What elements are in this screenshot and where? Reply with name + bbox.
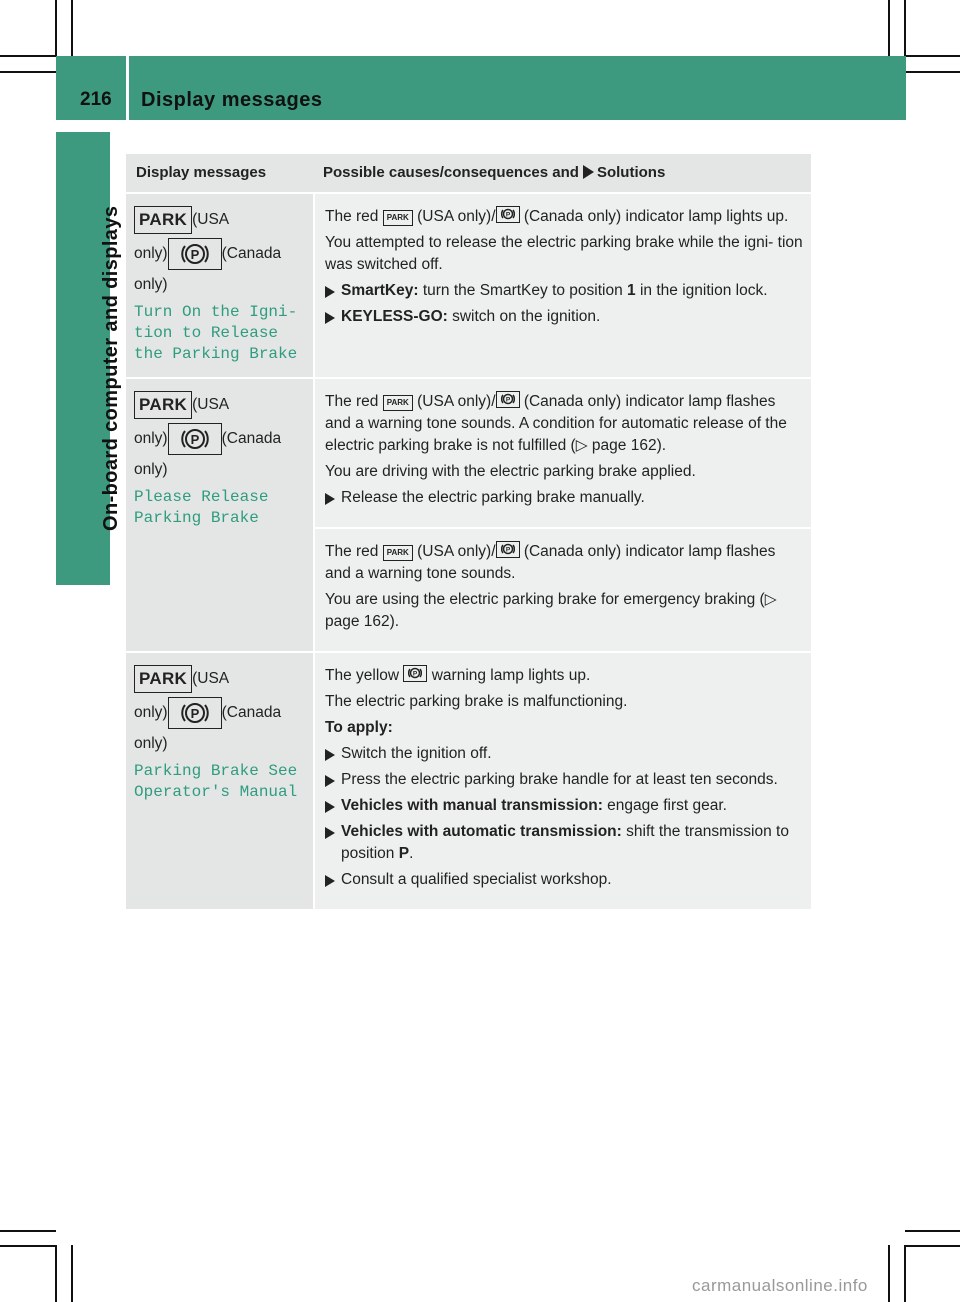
usa-only-label: only) [134,245,168,263]
canada-only-label: only) [134,276,168,293]
solution-cell [313,527,811,651]
svg-text:P: P [505,211,510,219]
parking-brake-icon [496,391,520,408]
parking-brake-icon [168,238,222,270]
crop-mark [905,1230,960,1232]
message-line: Parking Brake [134,509,259,527]
step-arrow-icon [325,312,335,324]
svg-text:P: P [505,546,510,554]
table-row [126,651,811,909]
solution-step: Switch the ignition off. [325,743,803,765]
usa-label: (USA [192,211,230,229]
canada-only-label: only) [134,461,168,478]
message-line: Parking Brake See [134,762,298,780]
usa-label: (USA [192,670,230,688]
display-message-text [134,302,305,365]
svg-text:P: P [190,432,199,447]
col-header-solutions: Solutions [596,164,666,181]
page-number: 216 [80,89,112,110]
col-header-causes-solutions [313,154,811,192]
park-icon: PARK [383,210,413,226]
cause-text: You are using the electric parking brake for emergency braking (▷ page 162). [325,591,777,630]
cause-text: The electric parking brake is malfunctioning. [325,693,628,710]
canada-label: (Canada [221,245,282,263]
park-icon: PARK [383,545,413,561]
display-message-text [134,487,305,529]
park-icon: PARK [134,391,192,419]
section-label: On-board computer and displays [100,205,122,531]
crop-mark [55,0,57,56]
canada-only-label: only) [134,735,168,752]
solution-step: Press the electric parking brake handle for at least ten seconds. [325,769,803,791]
step-arrow-icon [325,286,335,298]
usa-only-label: only) [134,430,168,448]
cause-text: You attempted to release the electric parking brake while the igni‐ tion was switched off. [325,234,803,273]
display-message-text [134,761,305,803]
step-arrow-icon [325,875,335,887]
crop-mark [905,55,960,57]
parking-brake-icon [496,541,520,558]
page-title: Display messages [141,89,323,111]
message-cell [126,651,313,909]
solution-step: Consult a qualified specialist workshop. [325,869,803,891]
solution-step: KEYLESS-GO: switch on the ignition. [325,306,803,328]
cause-text: The yellow P warning lamp lights up. [325,667,591,684]
cause-text: The red PARK (USA only)/ P (Canada only) indicator lamp flashes and a warning tone sounds. [325,543,776,582]
header-divider [126,56,129,120]
usa-only-label: only) [134,704,168,722]
crop-mark [0,1245,56,1247]
svg-text:P: P [190,247,199,262]
crop-mark [888,1245,890,1302]
message-line: Turn On the Igni‐ [134,303,298,321]
solution-cell [313,377,811,527]
step-arrow-icon [325,827,335,839]
message-line: Operator's Manual [134,783,298,801]
solution-cell [313,651,811,909]
col-header-display-messages: Display messages [126,154,313,192]
crop-mark [55,1245,57,1302]
crop-mark [904,0,906,56]
svg-text:P: P [505,396,510,404]
message-cell [126,192,313,377]
crop-mark [71,0,73,56]
canada-label: (Canada [221,704,282,722]
step-arrow-icon [325,775,335,787]
table-row [126,192,811,377]
parking-brake-icon [168,423,222,455]
col-header-causes: Possible causes/consequences and [323,164,579,181]
crop-mark [905,1245,960,1247]
to-apply-heading: To apply: [325,719,393,736]
parking-brake-icon [496,206,520,223]
park-icon: PARK [134,206,192,234]
crop-mark [888,0,890,56]
parking-brake-icon [403,665,427,682]
cause-text: The red PARK (USA only)/ P (Canada only) indicator lamp flashes and a warning tone sounds. A condition for automatic release of the electric parking brake is not fulfilled (▷ page 162). [325,393,787,454]
cause-text: You are driving with the electric parking brake applied. [325,463,696,480]
step-arrow-icon [325,801,335,813]
arrow-icon [583,165,594,179]
crop-mark [71,1245,73,1302]
table-row [126,377,811,527]
solution-step: Vehicles with manual transmission: engage first gear. [325,795,803,817]
crop-mark [0,71,56,73]
svg-text:P: P [413,670,418,678]
park-icon: PARK [383,395,413,411]
solution-step: SmartKey: turn the SmartKey to position 1 in the ignition lock. [325,280,803,302]
crop-mark [0,1230,56,1232]
svg-text:P: P [190,706,199,721]
solution-step: Release the electric parking brake manually. [325,487,803,509]
solution-step: Vehicles with automatic transmission: shift the transmission to position P. [325,821,803,865]
usa-label: (USA [192,396,230,414]
crop-mark [0,55,56,57]
watermark: carmanualsonline.info [692,1276,868,1295]
parking-brake-icon [168,697,222,729]
cause-text: The red PARK (USA only)/ P (Canada only) indicator lamp lights up. [325,208,789,225]
message-line: Please Release [134,488,269,506]
step-arrow-icon [325,749,335,761]
message-line: the Parking Brake [134,345,298,363]
crop-mark [905,71,960,73]
canada-label: (Canada [221,430,282,448]
crop-mark [904,1245,906,1302]
solution-cell [313,192,811,377]
table-header-row [126,154,811,192]
display-messages-table [126,154,811,909]
park-icon: PARK [134,665,192,693]
step-arrow-icon [325,493,335,505]
message-line: tion to Release [134,324,279,342]
message-cell [126,377,313,651]
